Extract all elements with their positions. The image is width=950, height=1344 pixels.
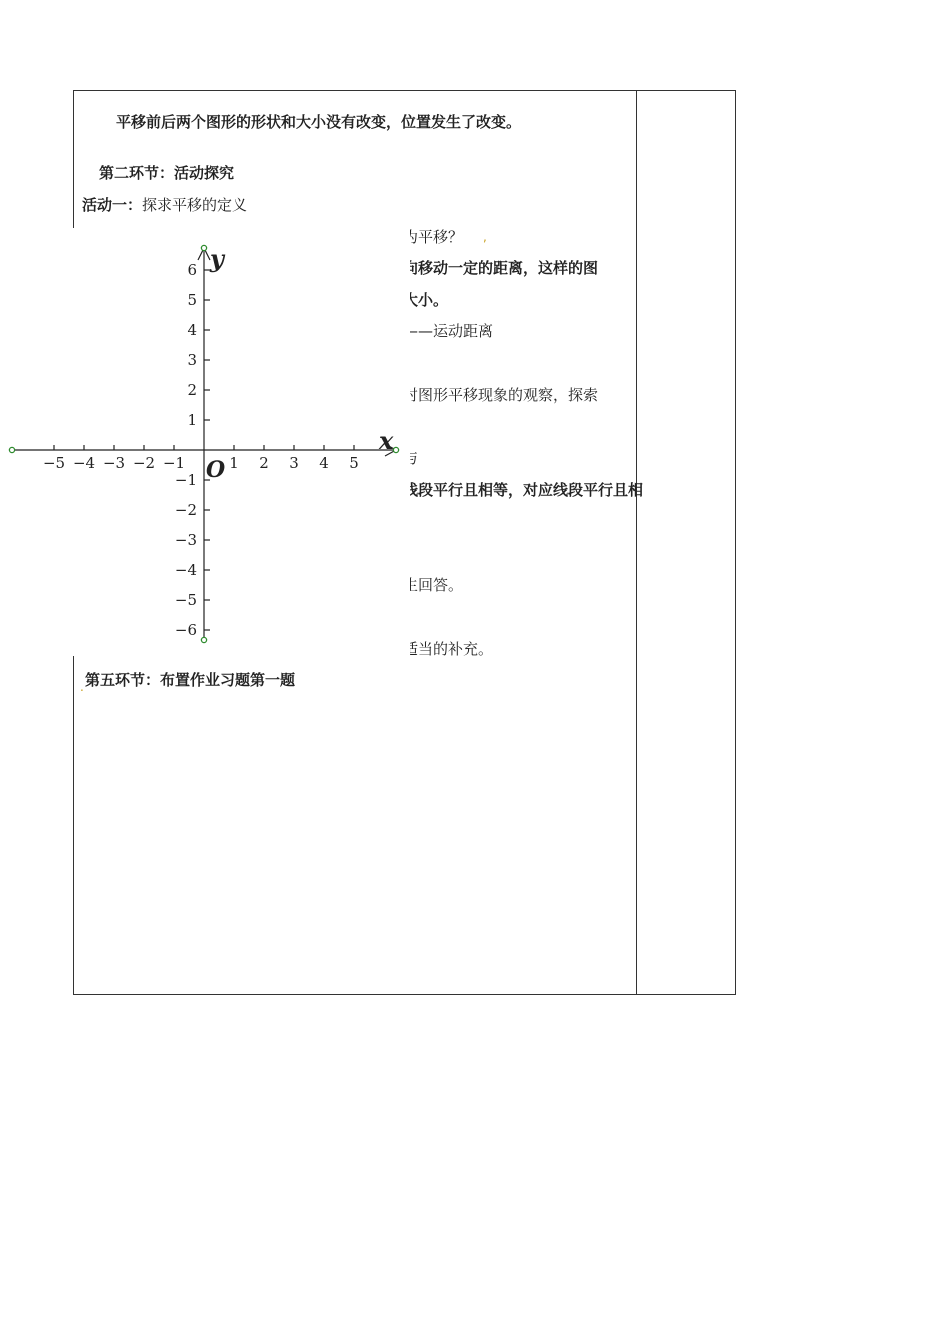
x-tick-label: −3 — [102, 454, 126, 472]
y-tick-label: 2 — [187, 381, 197, 399]
y-axis-endpoint-bottom — [201, 637, 206, 642]
origin-label: O — [206, 457, 226, 483]
fragment-4: ——运动距离 — [403, 322, 494, 340]
y-tick-label: 4 — [187, 321, 197, 339]
x-axis-endpoint-left — [9, 447, 14, 452]
x-tick-label: −2 — [132, 454, 156, 472]
fragment-2: 向移动一定的距离，这样的图 — [403, 259, 599, 277]
y-tick-label: −6 — [174, 621, 197, 639]
x-axis-endpoint-right — [393, 447, 398, 452]
fragment-7: 线段平行且相等，对应线段平行且相 — [403, 481, 644, 499]
y-tick-label: 6 — [187, 261, 197, 279]
y-tick-label: −5 — [174, 591, 197, 609]
x-tick-label: 4 — [319, 454, 329, 472]
x-tick-label: −5 — [42, 454, 66, 472]
y-tick-label: −3 — [174, 531, 197, 549]
y-axis-endpoint-top — [201, 245, 206, 250]
x-tick-label: −4 — [72, 454, 96, 472]
x-tick-label: 2 — [259, 454, 269, 472]
fragment-mark-1: , — [483, 230, 487, 244]
fragment-1: 为平移？ — [403, 228, 464, 246]
activity-1-label: 活动一： — [82, 196, 143, 214]
column-divider — [636, 90, 637, 995]
section-5-heading: 第五环节：布置作业习题第一题 — [85, 671, 296, 689]
activity-1-text: 探求平移的定义 — [142, 196, 248, 214]
fragment-9: 适当的补充。 — [403, 640, 494, 658]
activity-1 — [82, 195, 247, 215]
x-tick-label: 1 — [229, 454, 239, 472]
y-tick-label: 5 — [187, 291, 197, 309]
fragment-6: 与 — [403, 449, 419, 467]
y-tick-label: −4 — [174, 561, 197, 579]
x-tick-label: 3 — [289, 454, 299, 472]
fragment-3: 大小。 — [403, 291, 449, 309]
x-tick-label: −1 — [162, 454, 186, 472]
fragment-8: 生回答。 — [403, 576, 464, 594]
x-tick-label: 5 — [349, 454, 359, 472]
x-axis-label: x — [379, 426, 394, 455]
summary-line: 平移前后两个图形的形状和大小没有改变，位置发生了改变。 — [116, 113, 522, 131]
coordinate-axes — [0, 228, 410, 656]
y-tick-label: −2 — [174, 501, 197, 519]
fragment-mark-2: . — [80, 680, 84, 694]
y-tick-label: 3 — [187, 351, 197, 369]
section-2-heading: 第二环节：活动探究 — [99, 164, 235, 182]
y-axis-label: y — [210, 244, 224, 273]
fragment-5: 对图形平移现象的观察，探索 — [403, 386, 599, 404]
y-tick-label: 1 — [187, 411, 197, 429]
y-tick-label: −1 — [174, 471, 197, 489]
